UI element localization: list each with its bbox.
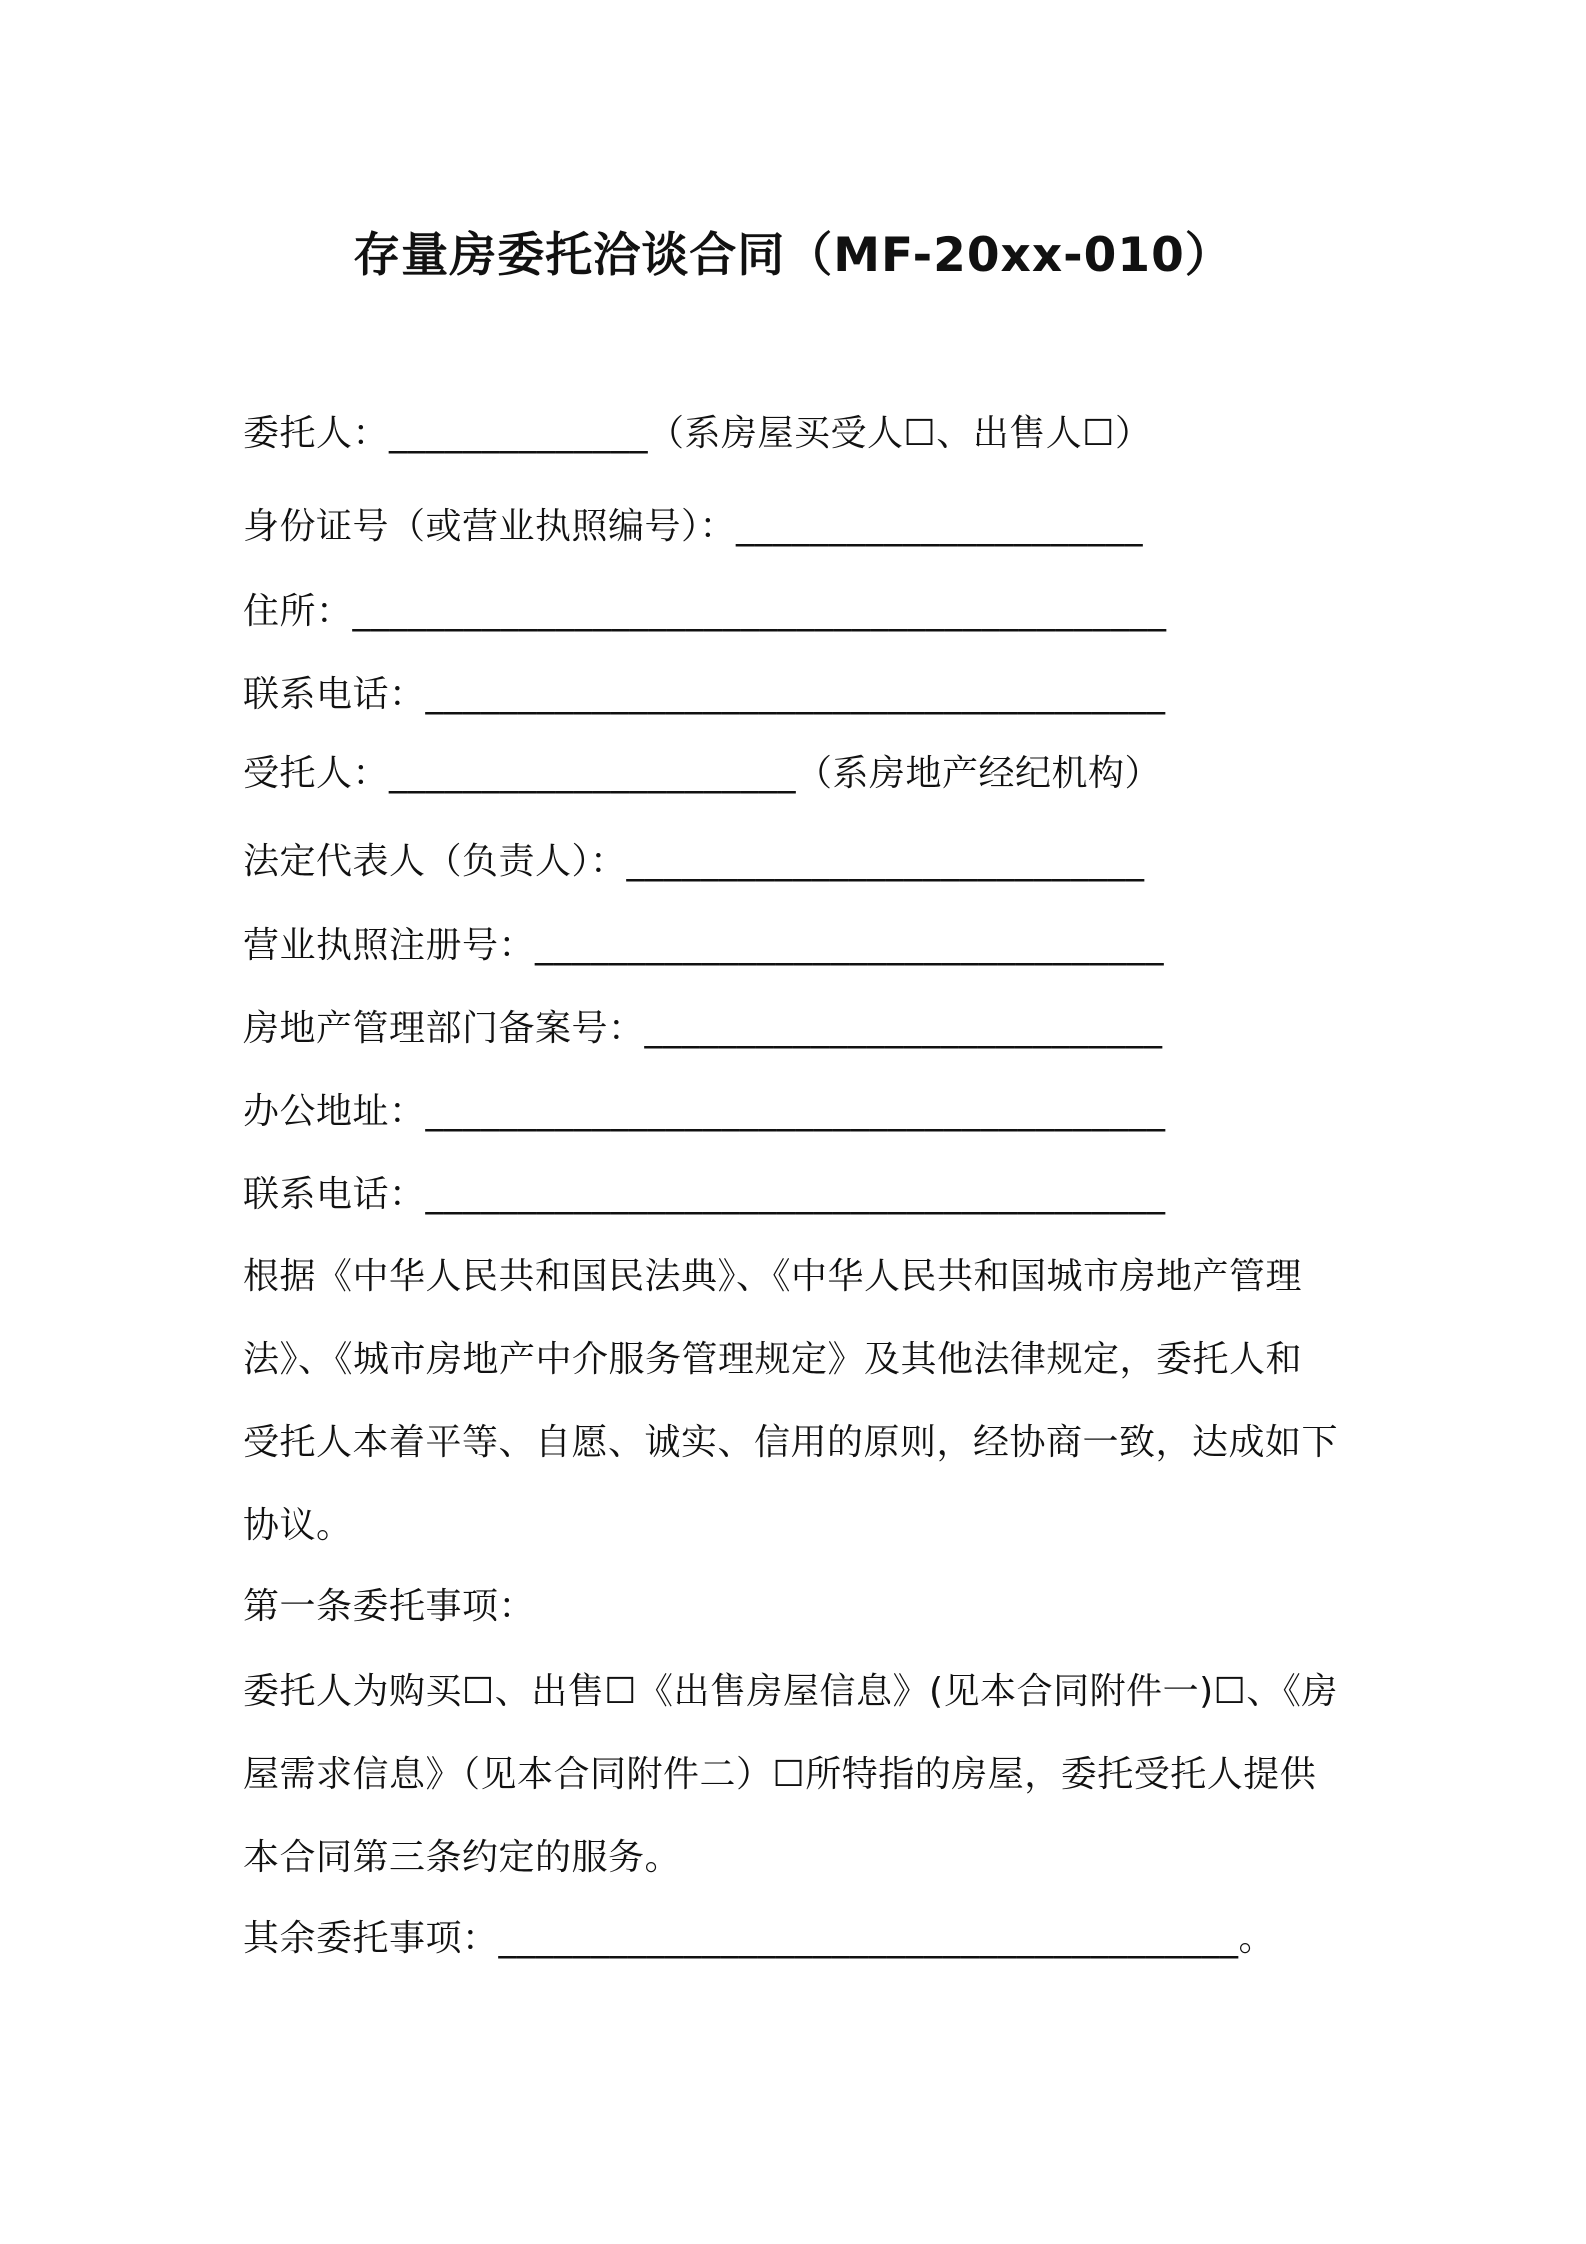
preamble-line: 根据《中华人民共和国民法典》、《中华人民共和国城市房地产管理 [243, 1256, 1303, 1297]
article1-line: 本合同第三条约定的服务。 [243, 1837, 682, 1878]
preamble-paragraph [243, 1235, 1363, 1567]
preamble-line: 法》、《城市房地产中介服务管理规定》及其他法律规定，委托人和 [243, 1339, 1303, 1380]
residence-field: 住所：____________________________________________ [243, 591, 1167, 632]
agent-phone-field: 联系电话：________________________________________ [243, 1174, 1166, 1215]
article1-line: 委托人为购买☐、出售☐《出售房屋信息》(见本合同附件一)☐、《房 [243, 1671, 1338, 1712]
preamble-line: 协议。 [243, 1505, 353, 1546]
office-address-field: 办公地址：________________________________________ [243, 1091, 1166, 1132]
preamble-line: 受托人本着平等、自愿、诚实、信用的原则，经协商一致，达成如下 [243, 1422, 1339, 1463]
article1-heading: 第一条委托事项： [243, 1586, 536, 1627]
contract-title: 存量房委托洽谈合同（MF-20xx-010） [353, 228, 1233, 283]
agent-field: 受托人：______________________（系房地产经纪机构） [243, 753, 1162, 794]
filing-number-field: 房地产管理部门备案号：____________________________ [243, 1008, 1163, 1049]
article1-line: 屋需求信息》（见本合同附件二）☐所特指的房屋，委托受托人提供 [243, 1754, 1317, 1795]
license-number-field: 营业执照注册号：__________________________________ [243, 925, 1165, 966]
client-phone-field: 联系电话：________________________________________ [243, 674, 1166, 715]
legal-rep-field: 法定代表人（负责人）：____________________________ [243, 841, 1145, 882]
article1-paragraph [243, 1650, 1363, 1899]
other-matters-field: 其余委托事项：________________________________________。 [243, 1918, 1276, 1959]
client-field: 委托人：______________（系房屋买受人☐、出售人☐） [243, 413, 1152, 454]
id-number-field: 身份证号（或营业执照编号）：______________________ [243, 506, 1144, 547]
